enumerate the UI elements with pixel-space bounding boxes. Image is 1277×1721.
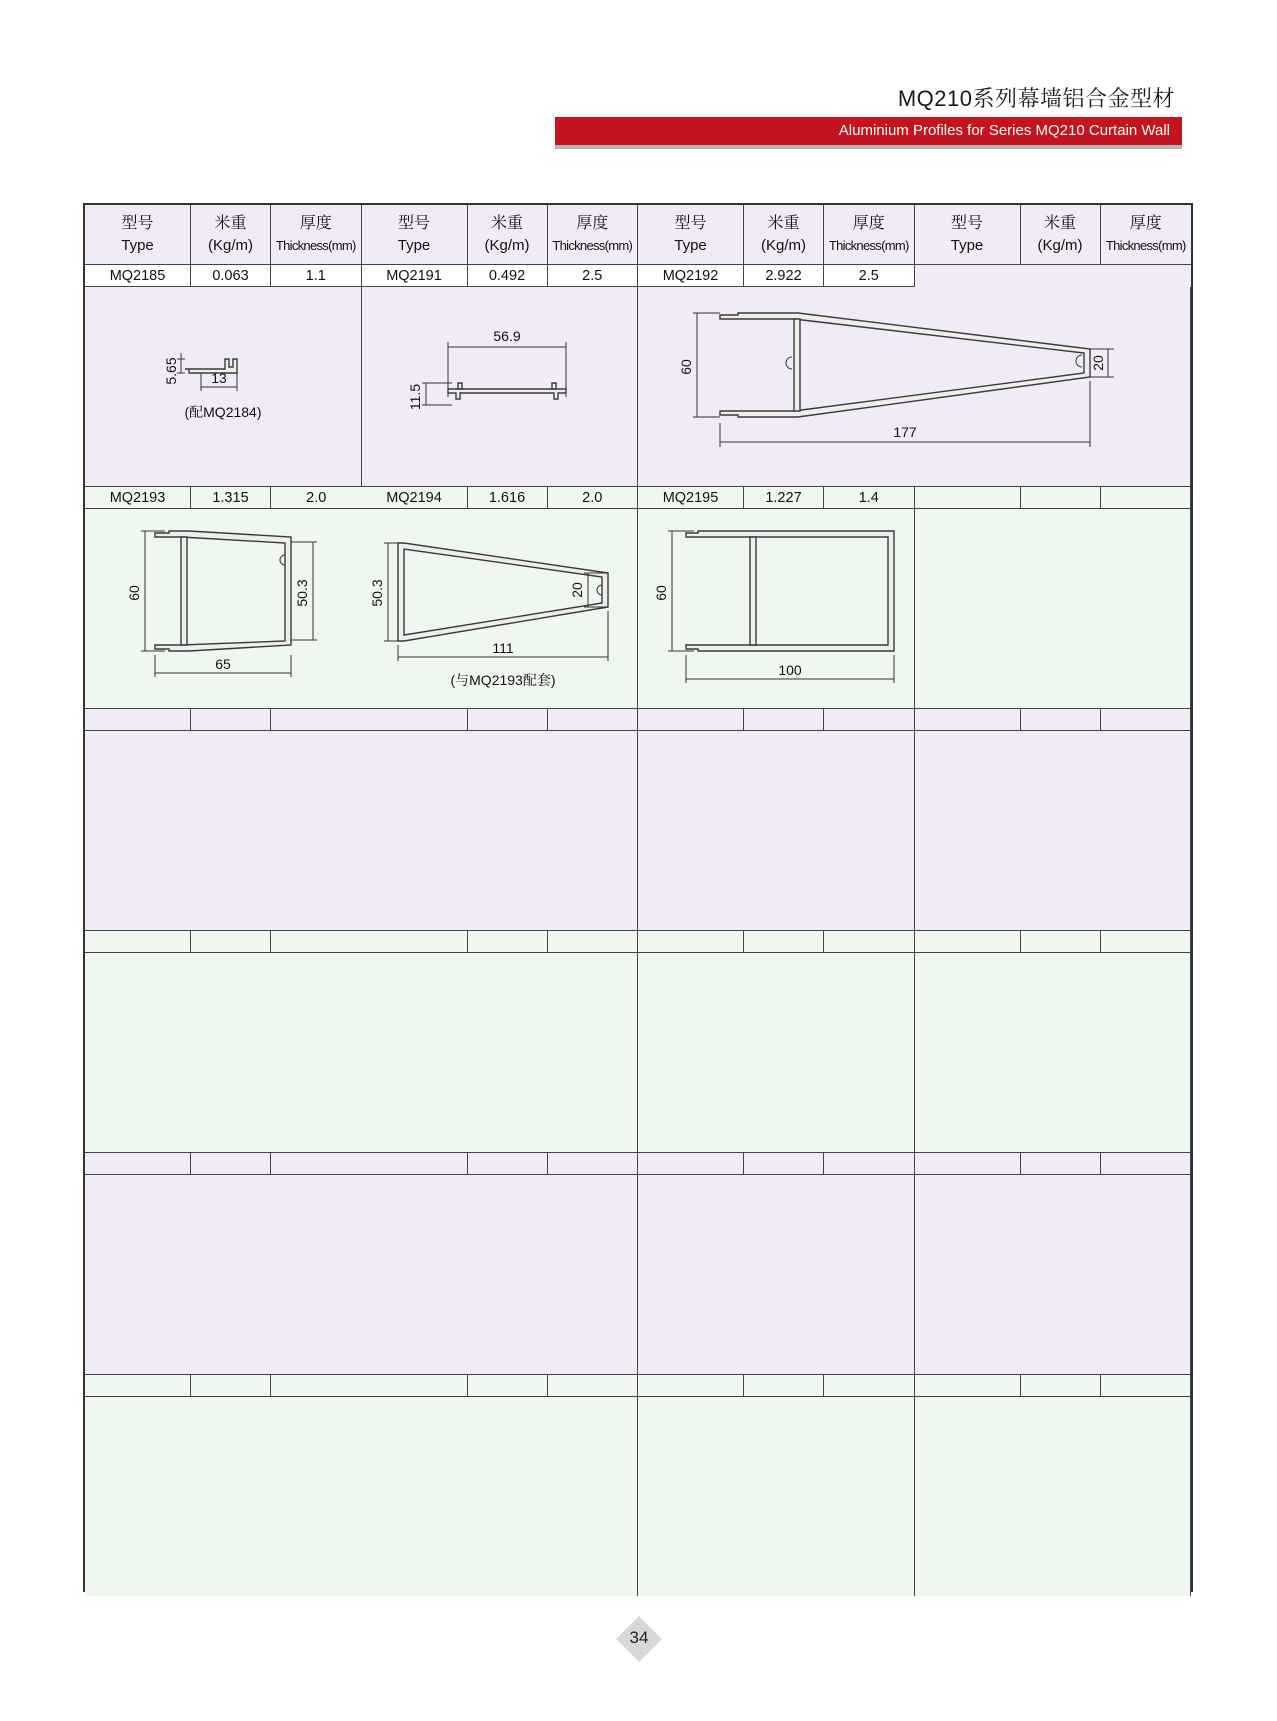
type-header: 型号 Type	[85, 205, 191, 264]
column-header-group	[638, 205, 915, 265]
table-row-empty	[638, 709, 915, 731]
weight-header: 米重 (Kg/m)	[468, 205, 548, 264]
svg-text:60: 60	[126, 585, 142, 601]
svg-text:20: 20	[1090, 355, 1106, 371]
type-cell: MQ2194	[362, 487, 468, 508]
type-header: 型号 Type	[638, 205, 744, 264]
weight-cell: 1.227	[744, 487, 824, 508]
weight-cell: 0.063	[191, 265, 271, 286]
thickness-cell: 2.5	[858, 267, 879, 284]
empty-drawing-cell	[638, 1397, 915, 1596]
svg-text:5.65: 5.65	[163, 357, 179, 385]
empty-drawing-cell	[85, 1175, 362, 1375]
empty-drawing-cell	[362, 953, 639, 1153]
thickness-cell: 2.5	[582, 267, 603, 284]
page-number-badge	[614, 1614, 664, 1664]
weight-cell: 1.315	[191, 487, 271, 508]
table-row-empty	[362, 1153, 639, 1175]
empty-drawing-cell	[915, 953, 1192, 1153]
empty-drawing-cell	[638, 953, 915, 1153]
type-cell: MQ2195	[638, 487, 744, 508]
empty-drawing-cell	[85, 953, 362, 1153]
weight-header: 米重 (Kg/m)	[744, 205, 824, 264]
empty-drawing-cell	[915, 1175, 1192, 1375]
thickness-header: 厚度 Thickness(mm)	[828, 214, 909, 253]
page-number: 34	[629, 1628, 649, 1647]
svg-text:100: 100	[778, 662, 802, 678]
thickness-cell: 1.1	[305, 267, 326, 284]
table-row-empty	[85, 1375, 362, 1397]
profile-drawing-mq2195	[638, 509, 915, 709]
table-row-empty	[638, 1375, 915, 1397]
profile-table	[83, 203, 1193, 1592]
svg-text:20: 20	[568, 582, 585, 598]
table-row-empty	[362, 1375, 639, 1397]
table-row	[85, 487, 362, 509]
svg-text:56.9: 56.9	[492, 328, 521, 344]
profile-drawing-mq2191	[362, 287, 639, 487]
profile-drawing-mq2185	[85, 287, 362, 487]
profile-drawing-mq2194	[362, 509, 639, 709]
table-row-empty	[362, 931, 639, 953]
table-row-empty	[915, 265, 1192, 287]
svg-text:(配MQ2184): (配MQ2184)	[184, 404, 262, 420]
type-cell: MQ2191	[362, 265, 468, 286]
table-row	[362, 487, 639, 509]
svg-text:50.3: 50.3	[368, 579, 385, 607]
empty-drawing-cell	[362, 1175, 639, 1375]
thickness-header: 厚度 Thickness(mm)	[1105, 214, 1186, 253]
svg-text:13: 13	[211, 370, 227, 386]
svg-text:60: 60	[678, 359, 694, 375]
table-row-empty	[915, 1153, 1192, 1175]
empty-drawing-cell	[85, 731, 362, 931]
table-row-empty	[85, 1153, 362, 1175]
svg-text:111: 111	[491, 640, 514, 656]
empty-drawing-cell	[638, 731, 915, 931]
column-header-group	[362, 205, 639, 265]
table-row-empty	[915, 931, 1192, 953]
weight-header: 米重 (Kg/m)	[191, 205, 271, 264]
svg-text:65: 65	[215, 656, 231, 672]
thickness-cell: 2.0	[306, 489, 327, 506]
svg-text:177: 177	[893, 424, 917, 440]
profile-drawing-mq2192	[638, 287, 1191, 487]
profile-drawing-mq2193	[85, 509, 362, 709]
thickness-cell: 2.0	[582, 489, 603, 506]
type-header: 型号 Type	[362, 205, 468, 264]
table-row-empty	[915, 487, 1192, 509]
table-row-empty	[638, 1153, 915, 1175]
column-header-group	[85, 205, 362, 265]
empty-drawing-cell	[362, 731, 639, 931]
empty-drawing-cell	[362, 1397, 639, 1596]
type-header: 型号 Type	[915, 205, 1021, 264]
empty-drawing-cell	[85, 1397, 362, 1596]
table-row-empty	[362, 709, 639, 731]
table-row-empty	[85, 931, 362, 953]
table-row	[638, 265, 915, 287]
thickness-header: 厚度 Thickness(mm)	[275, 214, 356, 253]
title-bar	[555, 117, 1182, 145]
thickness-header: 厚度 Thickness(mm)	[552, 214, 633, 253]
empty-drawing-cell	[638, 1175, 915, 1375]
svg-text:60: 60	[653, 585, 669, 601]
empty-drawing-cell	[915, 509, 1192, 709]
thickness-cell: 1.4	[858, 489, 879, 506]
svg-text:50.3: 50.3	[294, 579, 310, 607]
table-row-empty	[915, 1375, 1192, 1397]
type-cell: MQ2193	[85, 487, 191, 508]
weight-cell: 2.922	[744, 265, 824, 286]
table-row	[85, 265, 362, 287]
table-row-empty	[85, 709, 362, 731]
table-row-empty	[915, 709, 1192, 731]
table-row	[362, 265, 639, 287]
weight-header: 米重 (Kg/m)	[1021, 205, 1101, 264]
column-header-group	[915, 205, 1192, 265]
type-cell: MQ2192	[638, 265, 744, 286]
weight-cell: 0.492	[468, 265, 548, 286]
page-title: MQ210系列幕墙铝合金型材	[897, 86, 1175, 111]
table-row-empty	[638, 931, 915, 953]
table-row	[638, 487, 915, 509]
page-subtitle: Aluminium Profiles for Series MQ210 Curtain Wall	[838, 122, 1170, 139]
empty-drawing-cell	[915, 1397, 1192, 1596]
empty-drawing-cell	[915, 731, 1192, 931]
svg-text:(与MQ2193配套): (与MQ2193配套)	[449, 672, 556, 688]
weight-cell: 1.616	[468, 487, 548, 508]
svg-text:11.5: 11.5	[406, 383, 423, 411]
type-cell: MQ2185	[85, 265, 191, 286]
